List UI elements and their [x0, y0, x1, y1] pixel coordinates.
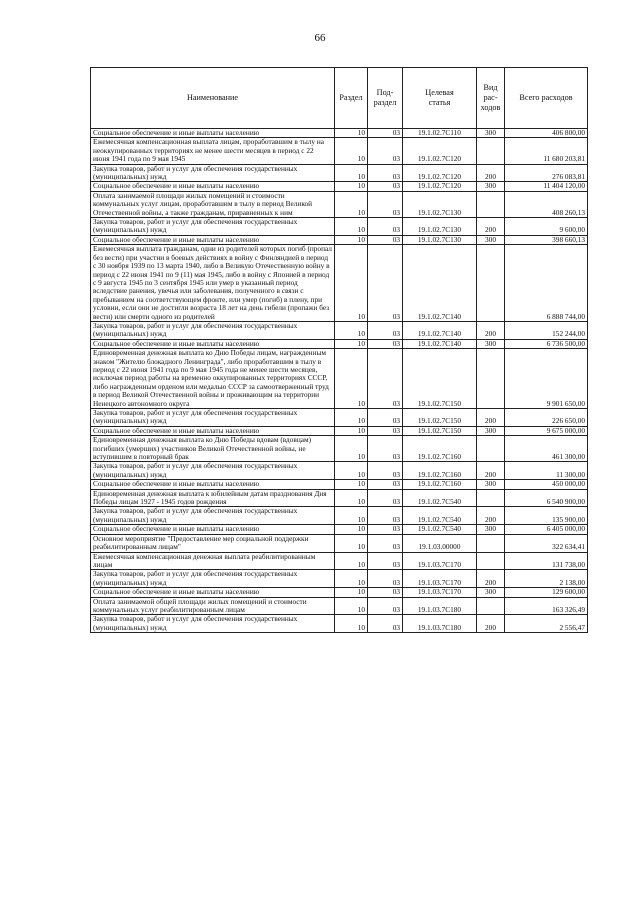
- cell-name: Закупка товаров, работ и услуг для обеспечения государственных (муниципальных) нужд: [91, 218, 335, 236]
- column-header-section: Раздел: [335, 68, 368, 129]
- cell-target: 19.1.02.7С160: [403, 436, 477, 462]
- cell-total: 276 083,81: [505, 164, 588, 182]
- cell-kind: 300: [477, 182, 505, 191]
- table-row: [91, 534, 588, 552]
- column-header-name: Наименование: [91, 68, 335, 129]
- cell-target: 19.1.03.7С170: [403, 588, 477, 597]
- cell-kind: [477, 597, 505, 615]
- cell-target: 19.1.03.7С180: [403, 615, 477, 633]
- cell-subsection: 03: [368, 129, 403, 138]
- cell-subsection: 03: [368, 615, 403, 633]
- cell-name: Закупка товаров, работ и услуг для обеспечения государственных (муниципальных) нужд: [91, 164, 335, 182]
- cell-subsection: 03: [368, 409, 403, 427]
- cell-subsection: 03: [368, 525, 403, 534]
- cell-kind: 200: [477, 507, 505, 525]
- cell-subsection: 03: [368, 436, 403, 462]
- cell-name: Закупка товаров, работ и услуг для обеспечения государственных (муниципальных) нужд: [91, 462, 335, 480]
- table-row: [91, 480, 588, 489]
- cell-target: 19.1.02.7С150: [403, 426, 477, 435]
- column-header-subsection: [368, 68, 403, 129]
- table-row: [91, 129, 588, 138]
- cell-subsection: 03: [368, 349, 403, 409]
- cell-name: Закупка товаров, работ и услуг для обеспечения государственных (муниципальных) нужд: [91, 409, 335, 427]
- cell-target: 19.1.02.7С120: [403, 164, 477, 182]
- cell-name: Ежемесячная компенсационная выплата лицам, проработавшим в тылу на неоккупированных территориях не менее шести месяцев в период с 22 июня 1941 года по 9 мая 1945: [91, 138, 335, 164]
- cell-target: 19.1.02.7С130: [403, 191, 477, 217]
- cell-target: 19.1.02.7С130: [403, 235, 477, 244]
- cell-subsection: 03: [368, 321, 403, 339]
- cell-total: 6 888 744,00: [505, 245, 588, 322]
- cell-kind: [477, 349, 505, 409]
- cell-total: 131 738,00: [505, 552, 588, 570]
- cell-target: 19.1.03.7С180: [403, 597, 477, 615]
- cell-kind: 200: [477, 164, 505, 182]
- cell-subsection: 03: [368, 339, 403, 348]
- cell-total: 9 600,00: [505, 218, 588, 236]
- cell-kind: 300: [477, 235, 505, 244]
- table-row: [91, 182, 588, 191]
- cell-total: 129 600,00: [505, 588, 588, 597]
- cell-section: 10: [335, 164, 368, 182]
- cell-section: 10: [335, 321, 368, 339]
- table-row: [91, 489, 588, 507]
- cell-subsection: 03: [368, 534, 403, 552]
- cell-total: 2 556,47: [505, 615, 588, 633]
- cell-section: 10: [335, 489, 368, 507]
- cell-target: 19.1.02.7С150: [403, 349, 477, 409]
- cell-section: 10: [335, 129, 368, 138]
- cell-section: 10: [335, 570, 368, 588]
- cell-name: Ежемесячная выплата гражданам, одни из родителей которых погиб (пропал без вести) при участии в боевых действиях в войну с Финляндией в период с 30 ноября 1939 по 13 марта 1940, либо в Великую Отечественную войну в период с 22 июня 1941 по 9 (11) мая 1945, либо в войну с Японией в период с 9 августа 1945 по 3 сентября 1945 или умер в указанный период вследствие ранения, увечья или заболевания, полученного в связи с пребыванием на соответствующем фронте, или умер (погиб) в плену, при условии, если они не достигли возраста 18 лет на день гибели (пропажи без вести) или смерти одного из родителей: [91, 245, 335, 322]
- table-row: [91, 552, 588, 570]
- cell-subsection: 03: [368, 597, 403, 615]
- cell-name: Социальное обеспечение и иные выплаты населению: [91, 525, 335, 534]
- cell-section: 10: [335, 235, 368, 244]
- cell-kind: [477, 138, 505, 164]
- cell-section: 10: [335, 245, 368, 322]
- cell-kind: 300: [477, 339, 505, 348]
- cell-target: 19.1.02.7С130: [403, 218, 477, 236]
- cell-section: 10: [335, 462, 368, 480]
- table-row: [91, 235, 588, 244]
- cell-subsection: 03: [368, 552, 403, 570]
- cell-section: 10: [335, 534, 368, 552]
- cell-kind: 200: [477, 570, 505, 588]
- cell-kind: 300: [477, 525, 505, 534]
- cell-name: Социальное обеспечение и иные выплаты населению: [91, 129, 335, 138]
- cell-kind: 200: [477, 462, 505, 480]
- cell-name: Оплата занимаемой общей площади жилых помещений и стоимости коммунальных услуг реабилитированным лицам: [91, 597, 335, 615]
- cell-target: 19.1.02.7С140: [403, 245, 477, 322]
- column-header-kind: [477, 68, 505, 129]
- cell-total: 11 300,00: [505, 462, 588, 480]
- cell-total: 226 650,00: [505, 409, 588, 427]
- table-row: [91, 321, 588, 339]
- cell-kind: 300: [477, 588, 505, 597]
- cell-subsection: 03: [368, 507, 403, 525]
- cell-kind: 300: [477, 426, 505, 435]
- cell-name: Социальное обеспечение и иные выплаты населению: [91, 426, 335, 435]
- cell-name: Социальное обеспечение и иные выплаты населению: [91, 588, 335, 597]
- table-row: [91, 615, 588, 633]
- cell-total: 6 736 500,00: [505, 339, 588, 348]
- cell-target: 19.1.03.00000: [403, 534, 477, 552]
- cell-total: 2 138,00: [505, 570, 588, 588]
- table-row: [91, 525, 588, 534]
- table-row: [91, 138, 588, 164]
- cell-total: 406 800,00: [505, 129, 588, 138]
- table-row: [91, 164, 588, 182]
- cell-subsection: 03: [368, 588, 403, 597]
- cell-kind: 300: [477, 480, 505, 489]
- cell-kind: 300: [477, 129, 505, 138]
- table-row: [91, 436, 588, 462]
- cell-name: Социальное обеспечение и иные выплаты населению: [91, 339, 335, 348]
- cell-subsection: 03: [368, 191, 403, 217]
- cell-name: Социальное обеспечение и иные выплаты населению: [91, 182, 335, 191]
- page-number: 66: [314, 32, 326, 44]
- cell-total: 9 675 000,00: [505, 426, 588, 435]
- cell-target: 19.1.02.7С540: [403, 525, 477, 534]
- cell-kind: 200: [477, 218, 505, 236]
- cell-name: Единовременная денежная выплата к юбилейным датам празднования Дня Победы лицам 1927 - 1945 годов рождения: [91, 489, 335, 507]
- cell-subsection: 03: [368, 570, 403, 588]
- cell-name: Социальное обеспечение и иные выплаты населению: [91, 235, 335, 244]
- cell-name: Закупка товаров, работ и услуг для обеспечения государственных (муниципальных) нужд: [91, 570, 335, 588]
- cell-total: 11 680 203,81: [505, 138, 588, 164]
- target-label: Целевая статья: [425, 88, 454, 107]
- cell-section: 10: [335, 182, 368, 191]
- cell-section: 10: [335, 191, 368, 217]
- cell-total: 6 405 000,00: [505, 525, 588, 534]
- cell-name: Закупка товаров, работ и услуг для обеспечения государственных (муниципальных) нужд: [91, 321, 335, 339]
- table-row: [91, 588, 588, 597]
- cell-kind: [477, 552, 505, 570]
- table-row: [91, 245, 588, 322]
- cell-target: 19.1.03.7С170: [403, 552, 477, 570]
- table-row: [91, 597, 588, 615]
- cell-section: 10: [335, 426, 368, 435]
- cell-total: 450 000,00: [505, 480, 588, 489]
- column-header-total: Всего расходов: [505, 68, 588, 129]
- cell-section: 10: [335, 588, 368, 597]
- budget-table: [90, 67, 588, 633]
- cell-section: 10: [335, 138, 368, 164]
- column-header-target: [403, 68, 477, 129]
- cell-section: 10: [335, 218, 368, 236]
- cell-subsection: 03: [368, 489, 403, 507]
- cell-target: 19.1.02.7С120: [403, 138, 477, 164]
- cell-section: 10: [335, 409, 368, 427]
- cell-target: 19.1.02.7С110: [403, 129, 477, 138]
- cell-target: 19.1.03.7С170: [403, 570, 477, 588]
- cell-target: 19.1.02.7С140: [403, 339, 477, 348]
- cell-section: 10: [335, 525, 368, 534]
- cell-section: 10: [335, 615, 368, 633]
- cell-name: Основное мероприятие "Предоставление мер социальной поддержки реабилитированным лицам": [91, 534, 335, 552]
- cell-total: 408 260,13: [505, 191, 588, 217]
- cell-section: 10: [335, 349, 368, 409]
- cell-name: Единовременная денежная выплата ко Дню Победы лицам, награжденным знаком "Жителю блокадного Ленинграда", либо проработавшим в тылу в период с 22 июня 1941 года по 9 мая 1945 года не менее шести месяцев, исключая период работы на временно оккупированных территориях СССР, либо награжденным орденом или медалью СССР за самоотверженный труд в период Великой Отечественной войны и проживающим на территории Ненецкого автономного округа: [91, 349, 335, 409]
- table-row: [91, 218, 588, 236]
- cell-name: Единовременная денежная выплата ко Дню Победы вдовам (вдовцам) погибших (умерших) участников Великой Отечественной войны, не вступившим в повторный брак: [91, 436, 335, 462]
- subsection-label: Под- раздел: [373, 88, 397, 107]
- cell-target: 19.1.02.7С540: [403, 489, 477, 507]
- cell-name: Закупка товаров, работ и услуг для обеспечения государственных (муниципальных) нужд: [91, 507, 335, 525]
- cell-target: 19.1.02.7С140: [403, 321, 477, 339]
- cell-section: 10: [335, 507, 368, 525]
- cell-subsection: 03: [368, 462, 403, 480]
- cell-total: 322 634,41: [505, 534, 588, 552]
- cell-total: 163 326,49: [505, 597, 588, 615]
- cell-total: 11 404 120,00: [505, 182, 588, 191]
- cell-kind: [477, 436, 505, 462]
- table-row: [91, 462, 588, 480]
- table-header-row: [91, 68, 588, 129]
- cell-target: 19.1.02.7С540: [403, 507, 477, 525]
- cell-name: Социальное обеспечение и иные выплаты населению: [91, 480, 335, 489]
- cell-subsection: 03: [368, 138, 403, 164]
- table-row: [91, 339, 588, 348]
- cell-kind: [477, 191, 505, 217]
- cell-total: 135 900,00: [505, 507, 588, 525]
- cell-kind: 200: [477, 615, 505, 633]
- table-row: [91, 426, 588, 435]
- cell-section: 10: [335, 597, 368, 615]
- table-row: [91, 349, 588, 409]
- table-body: [91, 129, 588, 633]
- cell-kind: 200: [477, 409, 505, 427]
- cell-subsection: 03: [368, 245, 403, 322]
- cell-total: 398 660,13: [505, 235, 588, 244]
- table-row: [91, 409, 588, 427]
- cell-kind: [477, 245, 505, 322]
- cell-target: 19.1.02.7С160: [403, 462, 477, 480]
- kind-label: Вид рас- ходов: [480, 83, 501, 112]
- cell-kind: [477, 534, 505, 552]
- table-row: [91, 570, 588, 588]
- cell-total: 9 901 650,00: [505, 349, 588, 409]
- cell-section: 10: [335, 339, 368, 348]
- cell-section: 10: [335, 480, 368, 489]
- table-row: [91, 507, 588, 525]
- cell-kind: [477, 489, 505, 507]
- cell-total: 152 244,00: [505, 321, 588, 339]
- cell-section: 10: [335, 436, 368, 462]
- cell-subsection: 03: [368, 218, 403, 236]
- cell-name: Ежемесячная компенсационная денежная выплата реабилитированным лицам: [91, 552, 335, 570]
- cell-kind: 200: [477, 321, 505, 339]
- cell-subsection: 03: [368, 480, 403, 489]
- cell-subsection: 03: [368, 164, 403, 182]
- cell-subsection: 03: [368, 235, 403, 244]
- cell-name: Закупка товаров, работ и услуг для обеспечения государственных (муниципальных) нужд: [91, 615, 335, 633]
- table-row: [91, 191, 588, 217]
- cell-total: 461 300,00: [505, 436, 588, 462]
- cell-subsection: 03: [368, 182, 403, 191]
- cell-name: Оплата занимаемой площади жилых помещений и стоимости коммунальных услуг лицам, проработавшим в тылу в период Великой Отечественной войны, а также гражданам, приравненных к ним: [91, 191, 335, 217]
- cell-section: 10: [335, 552, 368, 570]
- cell-target: 19.1.02.7С160: [403, 480, 477, 489]
- cell-target: 19.1.02.7С150: [403, 409, 477, 427]
- cell-total: 6 540 900,00: [505, 489, 588, 507]
- cell-target: 19.1.02.7С120: [403, 182, 477, 191]
- cell-subsection: 03: [368, 426, 403, 435]
